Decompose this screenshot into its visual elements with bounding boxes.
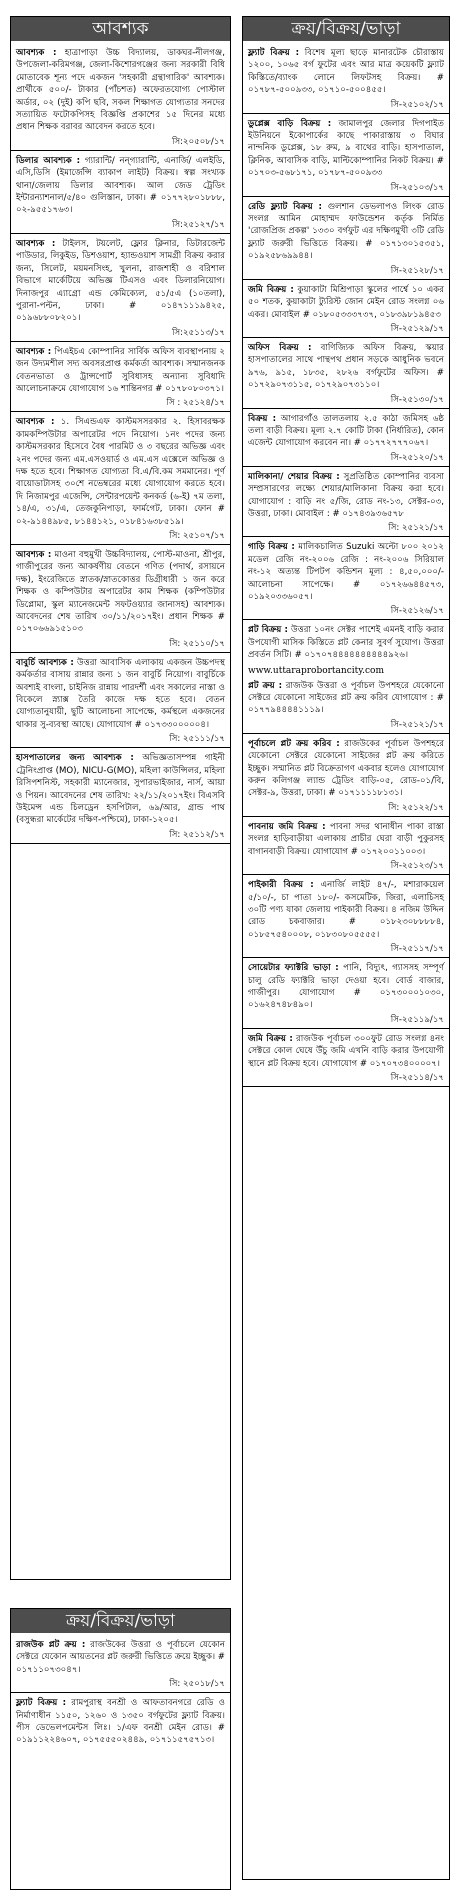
- buy-sell-rent-section-right: [242, 16, 450, 1880]
- ad-divider: [11, 1692, 230, 1693]
- ad-body: হাত্রাপাড়া উচ্চ বিদ্যালয়, ডাকঘর-নীলগঞ্জ, উপজেলা-করিমগঞ্জ, জেলা-কিশোরগঞ্জের জন্য সরকারী বিধি মোতাবেক শূন্য পদে একজন 'সহকারী গ্রন্থাগারিক' আবশ্যক। প্রার্থীকে ৫০০/- টাকার (পাঁচশত) অফেরতযোগ্য পোস্টাল অর্ডার, ০২ (দুই) কপি ছবি, সকল শিক্ষাগত যোগ্যতার সনদের সত্যায়িত ফটোকপিসহ বিজ্ঞপ্তি প্রকাশের ১৫ দিনের মধ্যে প্রধান শিক্ষক বরাবর আবেদন করতে হবে।: [16, 48, 225, 133]
- ad-body: রাজউকের উত্তরা ও পূর্বাচলে যেকোন সেক্টরে যেকোন আয়তনের প্লট জরুরী ভিত্তিতে ক্রয়ে ইচ্ছুক। # ০১৭১১০৭৩০৪৭।: [16, 1640, 226, 1675]
- ad-code: সি-২৫১২১/১৭: [390, 719, 444, 730]
- ad-title: আবশ্যক :: [16, 417, 55, 428]
- classified-ad: [248, 680, 444, 717]
- ad-code: সি-২৫১২৩/১৭: [390, 861, 444, 872]
- ad-code: সি: ২৫১২২/১৭: [388, 802, 444, 813]
- ad-divider: [11, 652, 230, 653]
- ad-code: সি-২৫১১৭/১৭: [390, 944, 444, 955]
- classified-ad: [16, 657, 225, 731]
- ad-body: ১. সিএন্ডএফ কাস্টমসসরকার ২. হিসাবরক্ষক কামকম্পিউটার অপারেটর পদে নিয়োগ। ১নং পদের জন্য কাস্টমসরকার হিসেবে বৈধ পারমিট ও ৩ বছরের অভিজ্ঞ এবং ২নং পদের জন্য এম.এসওয়ার্ড ও এম.এস এক্সেলে অভিজ্ঞ ও দক্ষ হতে হবে। শিক্ষাগত যোগ্যতা বি.এ/বি.কম সমমানের। পূর্ণ বায়োডাটাসহ ৩০শে নভেম্বরের মধ্যে যোগাযোগ করতে হবে। দি নিজামপুর এজেন্সি, সেন্টারপয়েন্ট কনকর্ড (৬-ই) ৭ম তলা, ১৪/এ, ৩১/এ, তেজকুনিপাড়া, ফার্মগেট, ঢাকা। ফোন # ০২-৯১৪৪৯৮৫, ৮১৪৪১২১, ০১৮৪১৬৩৮৫১৯।: [16, 417, 226, 527]
- ad-code: সি-২৫১১৪/১৭: [390, 1072, 444, 1083]
- ad-title: গাড়ি বিক্রয় :: [248, 542, 295, 553]
- classified-ad: [248, 879, 444, 941]
- classified-ad: [16, 346, 225, 396]
- classified-ad: [16, 416, 225, 528]
- ad-code: সি: ২৫১১০/১৭: [169, 638, 225, 649]
- ad-body: রামপুরাস্থ বনশ্রী ও আফতাবনগরে রেডি ও নির্মাণাধীন ১১৫০, ১২৬০ ও ১৩৫০ বর্গফুটের ফ্ল্যাট বিক্রয়। পীস ডেভেলপমেন্টস লিঃ। ১/এফ বনশ্রী মেইন রোড। # ০১৯১১২২৪৬০৭, ০১৭৫৫৫০২৪৪৯, ০১৭১১৫৭৫৭১৩।: [16, 1698, 225, 1746]
- ad-code: সি-২৫১০৩/১৭: [390, 182, 444, 193]
- ad-title: আবশ্যক :: [16, 550, 52, 560]
- classified-ad: [248, 541, 444, 603]
- ad-code: সি: ২৫১০৭/১৭: [169, 531, 225, 541]
- ad-title: পাইকারী বিক্রয় :: [248, 880, 314, 891]
- classified-ad: [248, 471, 444, 521]
- ad-code: সি:২০৫০৮/১৭: [171, 136, 225, 147]
- classified-ad: [248, 413, 444, 450]
- ad-divider: [243, 1028, 449, 1029]
- classified-ad: [16, 47, 225, 134]
- ad-code: সি-২৫১২০/১৭: [390, 452, 444, 463]
- buy-sell-ads-list-left: [16, 1639, 225, 1747]
- ad-body: গুলশান ডেভলাপও লিংক রোড সংলগ্ন আমিন মোহাম্মদ ফাউন্ডেশন কর্তৃক নির্মিত 'রোজপ্রিজ প্রকল্প' ১৩৩০ বর্গফুট এর দক্ষিণমুখী ৩টি রেডি ফ্ল্যাট জরুরী ভিত্তিতে বিক্রয়। # ০১৭১৩০১৫৩৫১, ০১৯২৫৮৬৯৯৪৪।: [248, 201, 444, 262]
- ad-divider: [11, 843, 230, 844]
- ad-divider: [243, 408, 449, 409]
- ad-body: রাজউক উত্তরা ও পূর্বাচল উপশহরে যেকোনো সেক্টরে যেকোনো সাইজের প্লট ক্রয় করিব যোগাযোগ : # ০১৭৭৯৪৪৪৪১১১৯।: [248, 680, 445, 716]
- ad-body: পানি, বিদ্যুৎ, গ্যাসসহ সম্পূর্ণ চালু রেডি ফ্যাক্টরি ভাড়া দেওয়া হবে। বোর্ড বাজার, গাজীপুর। যোগাযোগ # ০১৭৩০০০১০৩০, ০১৬২৪৭৪৮৪৯০।: [248, 963, 444, 1011]
- ad-code: সি-২৫১২৬/১৭: [390, 606, 444, 617]
- ad-divider: [11, 411, 230, 412]
- buy-sell-rent-section-left: [10, 1608, 231, 1890]
- section-header-wanted: আবশ্যক: [11, 17, 230, 41]
- ad-title: জমি বিক্রয় :: [248, 1033, 293, 1044]
- ad-divider: [243, 733, 449, 734]
- ad-divider: [243, 1086, 449, 1087]
- classified-ad: [248, 1033, 444, 1070]
- ad-code: সি-২৫১০২/১৭: [390, 99, 444, 110]
- ad-body: বাণিজ্যিক অফিস বিক্রয়, স্কয়ার হাসপাতালের সাথে পান্থপথ প্রধান সড়কে আধুনিক ভবনে ৯৭৬, ৯১৫, ১৮৩৫, ২৮২৬ বর্গফুটের অফিস। # ০১৭২৯০৭৩১১৫, ০১৭২৯০৭৩১১০।: [248, 342, 444, 391]
- classified-ad: [248, 821, 444, 858]
- ad-body: গ্যারান্টি/ নন্‌গ্যারান্টি, এনার্জি/ এলইডি, এসি,ডিসি (ইমার্জেন্সি ব্যাকাপ লাইট) বিক্রয়। স্বল্প সংখ্যক থানা/জেলায় ডিলার আবশ্যক। আল জেড ট্রেডিং ইন্টারন্যাশনাল/৫/৪০ গুলিস্তান, ঢাকা। # ০১৭৭২৮০১৮৮৮, ০২-৯৫৫১৭৬৩।: [16, 155, 225, 216]
- ad-code: সি: ২৫১১১/১৭: [169, 734, 225, 745]
- wanted-ads-list: [16, 47, 225, 844]
- ad-title: আবশ্যক :: [16, 346, 52, 357]
- classified-ad: [248, 624, 444, 661]
- ad-title: বিক্রয় :: [248, 413, 277, 424]
- section-header-buy-sell-left: ক্রয়/বিক্রয়/ভাড়া: [11, 1609, 230, 1633]
- classified-ad: [16, 238, 225, 325]
- classified-ad: [16, 752, 225, 826]
- ad-code: সি-২৫১১৯/১৭: [390, 1014, 444, 1025]
- ad-code: সি: ২৫০১৮/১৭: [169, 1679, 225, 1690]
- ad-divider: [11, 341, 230, 342]
- ad-body: মাওনা বহুমুখী উচ্চবিদ্যালয়, পোস্ট-মাওনা, শ্রীপুর, গাজীপুরের জন্য আকর্ষণীয় বেতনে গণিত (পদার্থ, রসায়নে দক্ষ), ইংরেজিতে স্নাতক/স্নাতকোত্তর ডিগ্রীধারী ১ জন করে শিক্ষক ও কম্পিউটার অপারেটর কাম শিক্ষক (কম্পিউটার ডিপ্লোমা, স্কুল ম্যানেজমেন্ট সফটওয়্যার জানাসহ) আবশ্যক। আবেদনের শেষ তারিখ ৩০/১১/২০১৭ইং। প্রধান শিক্ষক # ০১৭০৬৬৯১৫১০৩: [16, 550, 225, 635]
- classified-ad: [16, 155, 225, 217]
- ad-code: সি:২৫১২৭/১৭: [171, 219, 225, 230]
- ad-title: রেডি ফ্ল্যাট বিক্রয় :: [248, 201, 322, 212]
- left-column: [10, 16, 231, 1890]
- classified-ad: [248, 201, 444, 263]
- ad-title: ডিলার আবশ্যক :: [16, 155, 81, 166]
- classified-ad: [248, 118, 444, 180]
- ad-title: হাসপাতালের জন্য আবশ্যক :: [16, 753, 134, 764]
- wanted-section: [10, 16, 231, 1580]
- classified-ad: [16, 1697, 225, 1747]
- classified-ad: [248, 738, 444, 800]
- ad-divider: [243, 337, 449, 338]
- ad-divider: [11, 150, 230, 151]
- ad-divider: [243, 113, 449, 114]
- ad-title: রাজউক প্লট ক্রয় :: [16, 1640, 86, 1650]
- ad-body: আগারগাঁও তালতলায় ২.৫ কাঠা জমিসহ ৬ষ্ঠ তলা বাড়ী বিক্রয়। মূল্য ২.৭ কোটি টাকা (নির্ধারিত), কোন এজেন্ট যোগাযোগ করবেন না। # ০১৭৭২৭৭৭০৬৭।: [248, 413, 445, 449]
- ad-divider: [243, 874, 449, 875]
- ad-title: সোয়েটার ফ্যাক্টরি ভাড়া :: [248, 963, 339, 974]
- ad-code: সি-২৫১২৮/১৭: [390, 265, 444, 276]
- classified-ad: [248, 962, 444, 1012]
- ad-body: রাজউক পূর্বাচল ৩০০ফুট রোড সংলগ্ন ৪নং সেক্টরে কোল ঘেষে উঁচু জমি এখনি বাড়ি করার উপযোগী স্থানে প্লট বিক্রয় হবে। যোগাযোগ # ০১৭০৭৩৪০০০০৭।: [248, 1033, 444, 1069]
- ad-body: উত্তরা আবাসিক এলাকায় একজন উচ্চপদস্থ কর্মকর্তার বাসায় রান্নার জন্য ১ জন বাবুর্চি নিয়োগ। বাবুর্চিকে অবশ্যই বাংলা, চাইনিজ রান্নায় পারদর্শী এবং সকালের নাস্তা ও বিকেলে স্ন্যাক্স তৈরি কাজে দক্ষ হতে হবে। বেতন যোগ্যতানুযায়ী, ছুটি আলোচনা সাপেক্ষে, কর্মস্থলে একজনের থাকার সু-ব্যবস্থা আছে। যোগাযোগ # ০১৭৩৩০০০০০৪।: [16, 657, 225, 730]
- ad-body: জামালপুর জেলার দিগপাইত ইউনিয়নে ইকোপার্কের কাছে পাকারাস্তায় ৩ বিঘার নান্দনিক ডুপ্লেক্স, ১৮ রুম, ৯ বাথের বাড়ি। হাসপাতাল, ক্লিনিক, আবাসিক বাড়ি, মাল্টিকোম্পানির নিকট বিক্রয়। # ০১৭০৩-৫৬৮১৭১, ০১৭৮৭-৫০০৯৩৩: [248, 118, 444, 179]
- ad-body: মালিকচালিত Suzuki অল্টো ৮০০ ২০১২ মডেল রেজি নং-২০০৬ রেজি : নং-২০০৬ সিরিয়াল নং-১২ অত্যন্ত টিপটপ কন্ডিশন মূল্য : ৪,৫০,০০০/- আলোচনা সাপেক্ষে। # ০১৭২৬৬৪৪৫৭৩, ০১৯২০৩৩৬০৫৭।: [248, 542, 444, 602]
- ad-divider: [243, 196, 449, 197]
- ad-code: সি: ২৫১২১/১৭: [388, 523, 444, 534]
- ad-body: রাজউকের পূর্বাচল উপশহরে যেকোনো সেক্টরে যেকোনো সাইজের প্লট ক্রয় করিতে ইচ্ছুক। সম্মানিত প্লট বিক্রেতাগণ একবার হলেও যোগাযোগ করুন কলিগঞ্জ ল্যান্ড ট্রেডিং বাড়ি-০৫, রোড-০১/বি, সেক্টর-৯, উত্তরা, ঢাকা। # ০১৭১১১১৮১৩১।: [248, 738, 445, 799]
- ad-title: প্লট বিক্রয় :: [248, 625, 288, 636]
- website-url[interactable]: www.uttaraprobortancity.com: [248, 665, 384, 676]
- classified-ad: [16, 549, 225, 636]
- ad-title: ফ্ল্যাট বিক্রয় :: [16, 1698, 67, 1709]
- section-header-buy-sell-right: ক্রয়/বিক্রয়/ভাড়া: [243, 17, 449, 41]
- ad-body: কুয়াকাটা মিশ্রিপাড়া স্কুলের পার্শ্বে ১০ একর ৫০ শতক, কুয়াকাটা ট্যুরিস্ট জোন মেইন রোড সংলগ্ন ০৬ একর। মোবাইল # ০১৮০৫৩৩৩৭৩৭, ০১৮৩৯৮১৯৪৫৩: [248, 284, 444, 320]
- ad-divider: [243, 279, 449, 280]
- ad-body: পিএইচএ কোম্পানির সার্বিক অফিস ব্যবস্থাপনায় ২ জন উদ্যমশীল সদ্য অবসরপ্রাপ্ত কর্মকর্তা আবশ্যক। সম্মানজনক বেতনভাতা ও ট্রান্সপোর্ট সুবিধাসহ অন্যান্য সুবিধাদি আলোচনাক্রমে যোগাযোগ ১৬ শান্তিনগর # ০১৭৮০৮০৩৭১।: [16, 346, 226, 394]
- ad-divider: [243, 619, 449, 620]
- ad-body: বিশেষ মূল্য ছাড়ে মানারটেক চৌরাস্তায় ১২০০, ১০৬৫ বর্গ ফুটের এবং আর মাত্র কয়েকটি ফ্ল্যাট কিস্তিতে/ব্যাংক লোনে লিফটসহ বিক্রয়। # ০১৭৮৭-৫০০৯৩৩, ০১৭১০-৫০০৪৫৫।: [248, 48, 444, 96]
- ad-divider: [243, 957, 449, 958]
- ad-divider: [243, 816, 449, 817]
- ad-body: উত্তরা ১০নং সেক্টর পাশেই এমনই বাড়ি করার উপযোগী মাসিক কিস্তিতে প্লট কেনার সুবর্ণ সুযোগ। উত্তরা প্রবর্তন সিটি। # ০১৭০৭৪৪৪৪৪৪৪৪৪৪৯২৬।: [248, 625, 444, 661]
- classified-ad: [248, 47, 444, 97]
- ad-divider: [11, 544, 230, 545]
- ad-divider: [243, 466, 449, 467]
- buy-sell-ads-list-right: [248, 47, 444, 1087]
- ad-code: সি:২৫১১৩/১৭: [172, 327, 225, 338]
- classified-ad: [248, 342, 444, 392]
- ad-title: মালিকানা/ শেয়ার বিক্রয় :: [248, 471, 340, 482]
- ad-body: সুপ্রতিষ্ঠিত কোম্পানির ব্যবসা সম্প্রসারণের লক্ষ্যে শেয়ার/মালিকানা বিক্রয় করা হবে। যোগাযোগ : বাড়ি নং ৫/জি, রোড নং-১৩, সেক্টর-০৩, উত্তরা, ঢাকা। মোবাইল : # ০১৭৪৩৯৩৬৫৭৮: [248, 471, 445, 519]
- ad-body: টাইলস, টয়লেট, ফ্লোর ক্লিনার, ডিটারজেন্ট পাউডার, লিকুইড, ডিশওয়াশ, হ্যান্ডওয়াশ সামগ্রী বিক্রয় করার জন্য, সিলেট, ময়মনসিংহ, খুলনা, রাজশাহী ও বরিশাল বিভাগে মার্কেটিয়ে অভিজ্ঞ টিএসও এবং ডিলারনিয়োগ। দিনাজপুর এ্যাগ্রো এন্ড কেমিক্যেল, ৫১/৫এ (১০তলা), পুরানা-পল্টন, ঢাকা। # ০১৪৭১১১৯৪২৫, ০১৯৬৮৮০৮২০১।: [16, 238, 225, 324]
- ad-title: পাবনায় জমি বিক্রয় :: [248, 821, 326, 832]
- ad-title: আবশ্যক :: [16, 238, 56, 249]
- ad-title: জমি বিক্রয় :: [248, 284, 294, 295]
- right-column: [242, 16, 450, 1880]
- ad-divider: [11, 233, 230, 234]
- ad-body: এনার্জি লাইট ৪৭/-, মশারাকয়েল ৫/১০/-, চা পাতা ১৮০/- কসমেটিক, জিরা, এলাচিসহ ৩০টি পণ্য যাকা জেলায় পাইকারী বিক্রয়। ৪ নজিম উদ্দিন রোড চকবাজার। # ০১৮২৩০৮৮৮৮৪, ০১৮৫৭৫৪০০০৮, ০১৮৩০৮০৫৫৫৫।: [248, 880, 444, 940]
- ad-title: পূর্বাচলে প্লট ক্রয় করিব :: [248, 738, 340, 749]
- ad-divider: [11, 747, 230, 748]
- ad-divider: [243, 536, 449, 537]
- ad-title: ফ্ল্যাট বিক্রয় :: [248, 48, 300, 58]
- ad-title: ডুপ্লেক্স বাড়ি বিক্রয় :: [248, 118, 332, 129]
- ad-title: বাবুর্চি আবশ্যক :: [16, 657, 74, 668]
- ad-title: প্লট ক্রয় :: [248, 680, 283, 691]
- ad-code: সি : ২৫১২৪/১৭: [166, 398, 225, 409]
- classified-ad: [248, 284, 444, 321]
- ad-body: পাবনা সদর থানাধীন পাকা রাস্তা সংলগ্ন হাড়িবাড়ীয়া এলাকায় প্রাচীর ঘেরা বাড়ী পুকুরসহ বাগানবাড়ী বিক্রয়। যোগাযোগ # ০১৭২০০১১০০৩।: [248, 821, 444, 857]
- classified-ad: [16, 1639, 225, 1676]
- ad-body: অভিজ্ঞতাসম্পন্ন গাইনী ট্রেনিংপ্রাপ্ত (MO), NICU-G(MO), মহিলা কাউন্সিলর, মহিলা রিসিপশনিস্ট, সহকারী ম্যানেজার, সুপারভাইজার, নার্স, আয়া ও পিয়ন। আবেদনের শেষ তারিখ: ২২/১১/২০১৭ইং। বিএসবি উইমেন্স এন্ড চিলড্রেন হসপিটাল, ৬৯/আর, গ্রান্ড পাথ (বসুন্ধরা মার্কেটের দক্ষিণ-পশ্চিমে), ঢাকা-১২০৫।: [16, 753, 225, 826]
- ad-code: সি-২৫১২৯/১৭: [390, 323, 444, 334]
- ad-code: সি: ২৫১১২/১৭: [169, 829, 225, 840]
- ad-title: অফিস বিক্রয় :: [248, 342, 312, 353]
- ad-code: সি-২৫১৩০/১৭: [390, 394, 444, 405]
- ad-title: আবশ্যক :: [16, 48, 57, 58]
